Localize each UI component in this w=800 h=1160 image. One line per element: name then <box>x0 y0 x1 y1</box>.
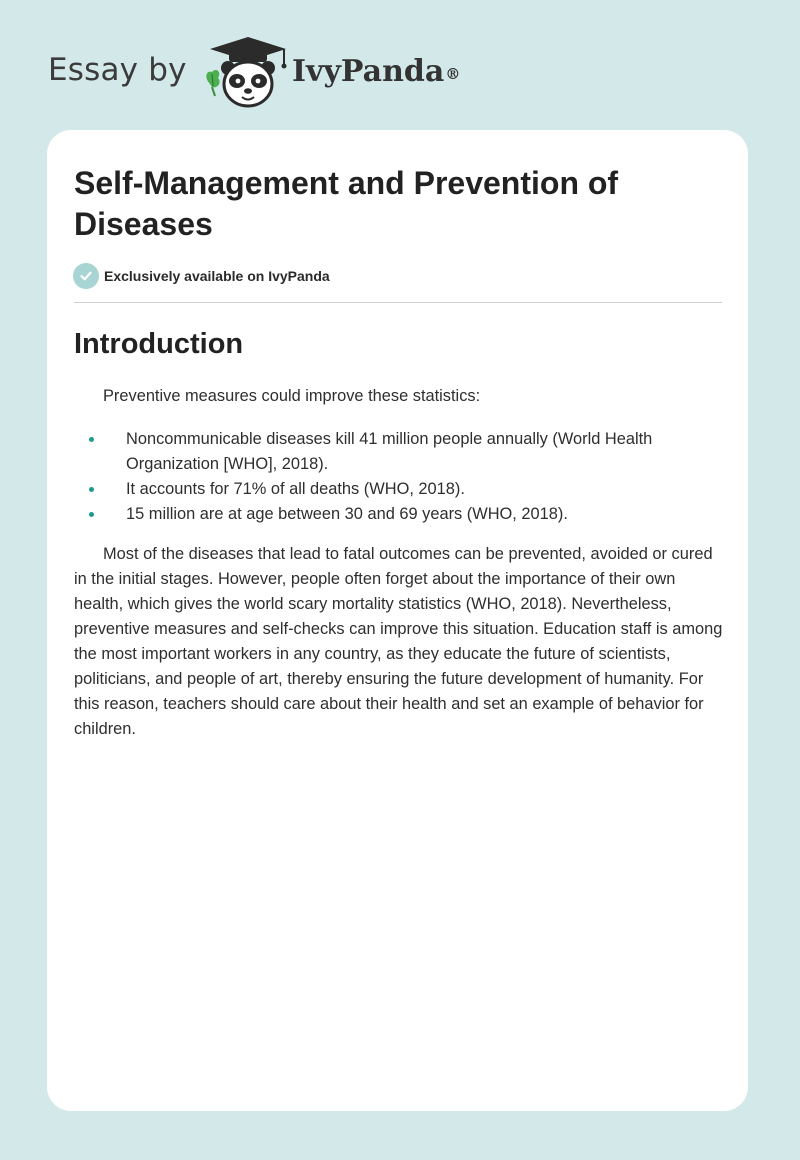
section-heading: Introduction <box>74 328 244 360</box>
list-item <box>74 502 724 527</box>
brand-name[interactable] <box>292 52 460 92</box>
statistics-list <box>74 427 724 527</box>
list-item <box>74 427 724 477</box>
intro-paragraph: Preventive measures could improve these statistics: <box>103 387 481 405</box>
list-item-text: 15 million are at age between 30 and 69 years (WHO, 2018). <box>126 505 568 523</box>
essay-card <box>47 130 748 1111</box>
site-header <box>0 0 800 130</box>
bullet-icon <box>89 512 94 517</box>
list-item-text: Noncommunicable diseases kill 41 million people annually (World Health Organization [WHO], 2018). <box>126 430 653 473</box>
check-circle-icon <box>73 263 99 289</box>
body-paragraph: Most of the diseases that lead to fatal outcomes can be prevented, avoided or cured in the initial stages. However, people often forget about the importance of their own health, which gives the world scary mortality statistics (WHO, 2018). Nevertheless, preventive measures and self-checks can improve this situation. Education staff is among the most important workers in any country, as they educate the future of scientists, politicians, and people of art, thereby ensuring the future development of humanity. For this reason, teachers should care about their health and set an example of behavior for children. <box>74 545 723 738</box>
divider <box>74 302 722 303</box>
list-item-text: It accounts for 71% of all deaths (WHO, 2018). <box>126 480 465 498</box>
registered-mark: ® <box>445 65 461 83</box>
essay-by-label: Essay by <box>48 52 187 88</box>
badge-label: Exclusively available on IvyPanda <box>104 268 330 284</box>
graduation-cap-panda-icon <box>200 34 296 110</box>
exclusive-badge <box>73 263 330 289</box>
essay-body <box>74 384 724 742</box>
page-title: Self-Management and Prevention of Diseases <box>74 165 619 242</box>
ivypanda-logo-link[interactable] <box>200 34 296 110</box>
bullet-icon <box>89 437 94 442</box>
bullet-icon <box>89 487 94 492</box>
list-item <box>74 477 724 502</box>
brand-text: IvyPanda <box>292 54 445 89</box>
